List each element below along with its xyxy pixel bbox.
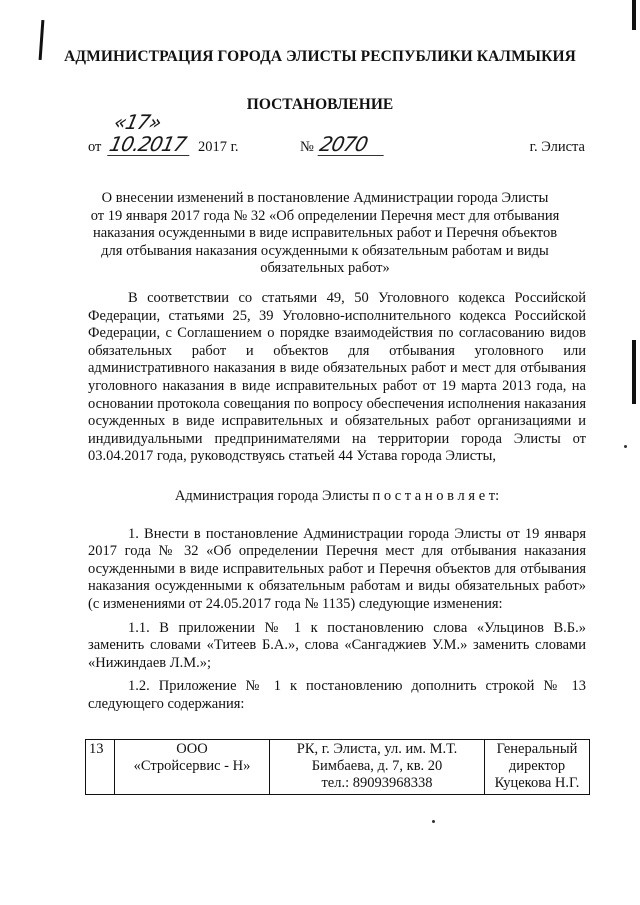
item-1-paragraph: 1. Внести в постановление Администрации города Элисты от 19 января 2017 года № 32 «Об определении Перечня мест для отбывания наказания осужденными в виде исправительных работ и Перечня объектов для отбывания наказания осужденными к обязательным работам и виды обязательных работ» (с изменениями от 24.05.2017 года № 1135) следующие изменения: xyxy=(88,525,586,612)
scan-mark xyxy=(632,340,636,404)
date-number-line xyxy=(88,110,585,162)
subject-line: О внесении изменений в постановление Администрации города Элисты xyxy=(101,190,549,206)
table-row xyxy=(86,740,590,795)
document-type: ПОСТАНОВЛЕНИЕ xyxy=(246,96,394,113)
scan-mark xyxy=(632,0,636,30)
handwritten-number xyxy=(317,132,386,156)
subject-line: для отбывания наказания осужденными к обязательным работам и виды xyxy=(101,242,549,259)
subject-line: наказания осужденными в виде исправительных работ и Перечня объектов xyxy=(92,225,558,242)
subject-line: обязательных работ» xyxy=(260,260,390,277)
number-label: № xyxy=(300,139,314,155)
preamble-paragraph: В соответствии со статьями 49, 50 Уголовного кодекса Российской Федерации, статьями 25, 39 Уголовно-исполнительного кодекса Российской Федерации, с Соглашением о порядке взаимодействия по согласованию видов обязательных работ и объектов для отбывания уголовного или административного наказания в виде обязательных работ и мест для отбывания уголовного наказания в виде исправительных работ от 19 марта 2013 года, на основании протокола совещания по вопросу обеспечения исполнения наказания осужденных в виде исправительных и обязательных работ организациями и индивидуальными предпринимателями на территории города Элисты от 03.04.2017 года, руководствуясь статьей 44 Устава города Элисты, xyxy=(88,290,586,465)
scan-speck xyxy=(432,820,435,823)
org-line: «Стройсервис - Н» xyxy=(133,758,251,774)
handwritten-number-text: 2070 xyxy=(318,133,389,156)
item-1-2-paragraph: 1.2. Приложение № 1 к постановлению дополнить строкой № 13 следующего содержания: xyxy=(88,678,586,712)
date-year: 2017 г. xyxy=(198,139,239,155)
org-line: ООО xyxy=(176,741,208,757)
organization-title: АДМИНИСТРАЦИЯ ГОРОДА ЭЛИСТЫ РЕСПУБЛИКИ КАЛМЫКИЯ xyxy=(64,48,576,65)
phone-line: тел.: 89093968338 xyxy=(321,775,433,791)
scan-speck xyxy=(624,445,627,448)
organization-cell xyxy=(115,740,270,795)
city: г. Элиста xyxy=(529,139,585,155)
address-cell xyxy=(270,740,485,795)
row-number: 13 xyxy=(86,740,115,795)
head-cell xyxy=(485,740,590,795)
insertion-table xyxy=(85,739,590,795)
subject-heading xyxy=(88,190,562,278)
resolves-line: Администрация города Элисты п о с т а н о в л я е т: xyxy=(174,487,500,504)
head-name: Куцекова Н.Г. xyxy=(494,775,580,791)
document-body xyxy=(88,290,586,713)
subject-line: от 19 января 2017 года № 32 «Об определении Перечня мест для отбывания xyxy=(90,207,560,224)
handwritten-date-text: «17» 10.2017 xyxy=(107,111,199,156)
handwritten-date xyxy=(107,110,194,156)
head-line: директор xyxy=(508,758,566,774)
address-line: РК, г. Элиста, ул. им. М.Т. xyxy=(296,741,458,757)
head-line: Генеральный xyxy=(496,741,578,757)
address-line: Бимбаева, д. 7, кв. 20 xyxy=(311,758,443,774)
item-1-1-paragraph: 1.1. В приложении № 1 к постановлению слова «Ульцинов В.Б.» заменить словами «Титеев Б.А.», слова «Сангаджиев У.М.» заменить словами «Нижиндаев Л.М.»; xyxy=(88,619,586,671)
date-from-label: от xyxy=(88,139,102,155)
